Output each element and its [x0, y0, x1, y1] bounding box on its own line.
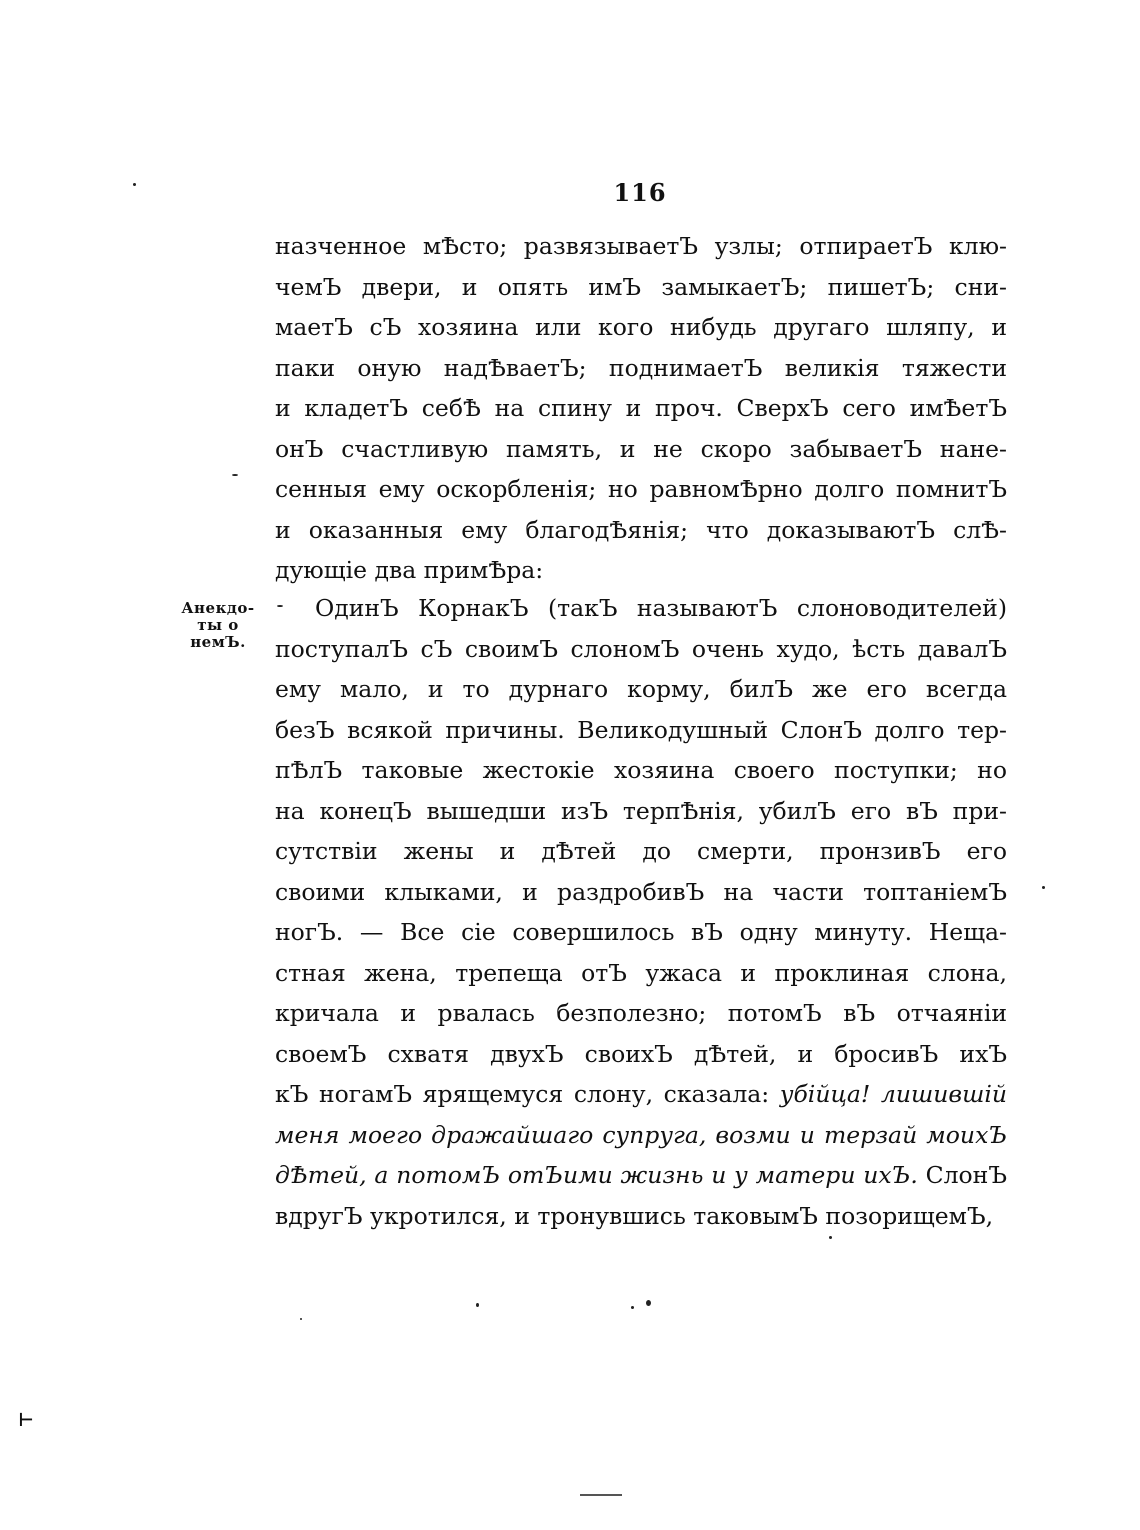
scan-speck: [631, 1306, 634, 1309]
text-line: ему мало, и то дурнаго корму, билЪ же его всегда: [275, 675, 1007, 703]
quote-segment: дѢтей, а потомЪ отЪими жизнь и у матери ихЪ.: [275, 1161, 918, 1189]
text-line: пѢлЪ таковые жестокіе хозяина своего поступки; но: [275, 756, 1007, 784]
page-number: 116: [613, 178, 667, 207]
text-line: поступалЪ сЪ своимЪ слономЪ очень худо, ѣсть давалЪ: [275, 634, 1007, 663]
scan-speck: [300, 1318, 302, 1320]
text-line: ногЪ. — Все сіе совершилось вЪ одну минуту. Неща-: [275, 918, 1007, 946]
text-line: вдругЪ укротился, и тронувшись таковымЪ позорищемЪ,: [275, 1201, 994, 1230]
scan-speck: [232, 474, 238, 476]
text-segment: кЪ ногамЪ ярящемуся слону, сказала:: [275, 1080, 780, 1108]
text-line: стная жена, трепеща отЪ ужаса и проклиная слона,: [275, 958, 1007, 987]
scan-speck: [1042, 886, 1045, 889]
text-line: дующіе два примѢра:: [275, 556, 544, 584]
text-line: своими клыками, и раздробивЪ на части топтаніемЪ: [275, 877, 1007, 906]
bottom-rule: [580, 1494, 622, 1496]
margin-note-line: ты о: [197, 616, 239, 634]
text-line: назченное мѢсто; развязываетЪ узлы; отпираетЪ клю-: [275, 232, 1007, 260]
text-line: сутствіи жены и дѢтей до смерти, пронзивЪ его: [275, 837, 1007, 865]
text-line: ОдинЪ КорнакЪ (такЪ называютЪ слоноводителей): [315, 594, 1007, 622]
text-line: и оказанныя ему благодѢянія; что доказываютЪ слѢ-: [275, 515, 1007, 544]
text-line-mixed: [275, 1074, 1007, 1115]
margin-mark: ⊢: [18, 1410, 34, 1431]
text-line: на конецЪ вышедши изЪ терпѢнія, убилЪ его вЪ при-: [275, 796, 1007, 825]
text-line: и кладетЪ себѢ на спину и проч. СверхЪ сего имѢетЪ: [275, 394, 1007, 422]
text-line: паки оную надѢваетЪ; поднимаетЪ великія тяжести: [275, 353, 1007, 382]
scan-speck: [476, 1303, 479, 1307]
text-line: своемЪ схватя двухЪ своихЪ дѢтей, и бросивЪ ихЪ: [275, 1039, 1007, 1068]
paragraph-1: [275, 226, 1007, 591]
text-line: кричала и рвалась безполезно; потомЪ вЪ отчаяніи: [275, 999, 1007, 1027]
text-segment: СлонЪ: [917, 1161, 1007, 1189]
margin-note-line: немЪ.: [190, 633, 246, 651]
scan-speck: [133, 183, 136, 186]
text-line: сенныя ему оскорбленія; но равномѢрно долго помнитЪ: [275, 475, 1007, 503]
text-line: чемЪ двери, и опять имЪ замыкаетЪ; пишетЪ; сни-: [275, 272, 1007, 301]
scan-speck: [829, 1236, 832, 1239]
text-line: маетЪ сЪ хозяина или кого нибудь другаго шляпу, и: [275, 313, 1007, 341]
quote-segment: убійца! лишившій: [779, 1080, 1008, 1108]
text-line: безЪ всякой причины. Великодушный СлонЪ долго тер-: [275, 715, 1007, 744]
text-line-mixed: [275, 1155, 1007, 1196]
text-line: онЪ счастливую память, и не скоро забываетЪ нане-: [275, 434, 1007, 463]
margin-note: [172, 600, 264, 651]
scan-speck: [277, 605, 283, 607]
margin-note-line: Анекдо-: [181, 599, 255, 617]
scan-speck: [646, 1300, 651, 1306]
quote-line: меня моего дражайшаго супруга, возми и терзай моихЪ: [275, 1120, 1007, 1149]
paragraph-2: [275, 588, 1007, 1236]
